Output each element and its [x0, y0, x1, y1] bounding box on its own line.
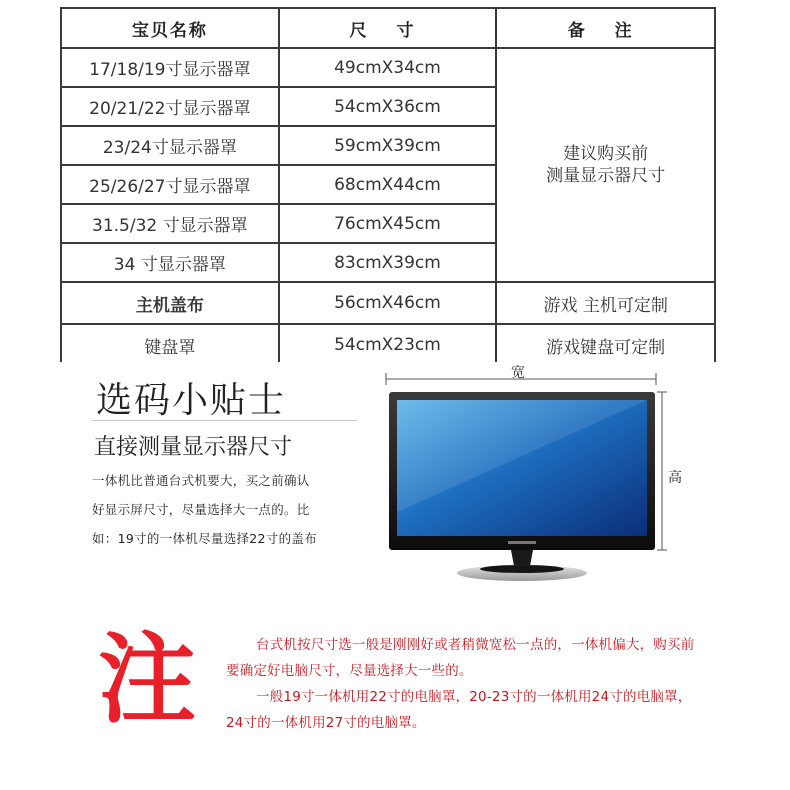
width-label: 宽	[511, 365, 525, 381]
tips-body: 一体机比普通台式机要大，买之前确认好显示屏尺寸，尽量选择大一点的。比如：19寸的一体机尽量选择22寸的盖布	[92, 473, 318, 546]
product-name-cell: 键盘罩	[61, 324, 279, 366]
merged-note-line1: 建议购买前	[563, 144, 649, 164]
divider	[92, 420, 357, 421]
notice-paragraph: 一般19寸一体机用22寸的电脑罩，20-23寸的一体机用24寸的电脑罩，24寸的一体机用27寸的电脑罩。	[226, 689, 692, 731]
product-name-cell: 34 寸显示器罩	[61, 243, 279, 282]
tips-title: 选码小贴士	[96, 380, 287, 421]
note-cell: 游戏 主机可定制	[496, 282, 715, 324]
monitor-icon	[380, 362, 690, 592]
table-row	[61, 282, 715, 324]
notice-mark-text: 注	[97, 626, 197, 726]
size-table	[60, 7, 716, 367]
product-name-cell: 25/26/27寸显示器罩	[61, 165, 279, 204]
size-cell: 54cmX23cm	[279, 324, 497, 366]
monitor-diagram	[380, 362, 690, 592]
product-name-cell: 31.5/32 寸显示器罩	[61, 204, 279, 243]
table-row	[61, 48, 715, 87]
size-cell: 68cmX44cm	[279, 165, 497, 204]
product-name-cell: 主机盖布	[61, 282, 279, 324]
tips-subtitle: 直接测量显示器尺寸	[94, 435, 293, 460]
size-cell: 49cmX34cm	[279, 48, 497, 87]
note-cell: 游戏键盘可定制	[496, 324, 715, 366]
size-cell: 83cmX39cm	[279, 243, 497, 282]
notice-text	[226, 632, 696, 736]
table-row	[61, 324, 715, 366]
product-name-cell: 23/24寸显示器罩	[61, 126, 279, 165]
size-cell: 54cmX36cm	[279, 87, 497, 126]
size-cell: 76cmX45cm	[279, 204, 497, 243]
merged-note-cell	[496, 48, 715, 282]
header-product-name: 宝贝名称	[61, 8, 279, 48]
size-cell: 59cmX39cm	[279, 126, 497, 165]
height-label: 高	[668, 470, 682, 486]
notice-mark-icon	[97, 626, 197, 726]
header-notes: 备 注	[496, 8, 715, 48]
header-size: 尺 寸	[279, 8, 497, 48]
size-cell: 56cmX46cm	[279, 282, 497, 324]
product-name-cell: 17/18/19寸显示器罩	[61, 48, 279, 87]
notice-paragraph: 台式机按尺寸选一般是刚刚好或者稍微宽松一点的，一体机偏大，购买前要确定好电脑尺寸，尽量选择大一些的。	[226, 637, 695, 679]
product-name-cell: 20/21/22寸显示器罩	[61, 87, 279, 126]
table-header-row	[61, 8, 715, 48]
merged-note-line2: 测量显示器尺寸	[546, 166, 666, 186]
